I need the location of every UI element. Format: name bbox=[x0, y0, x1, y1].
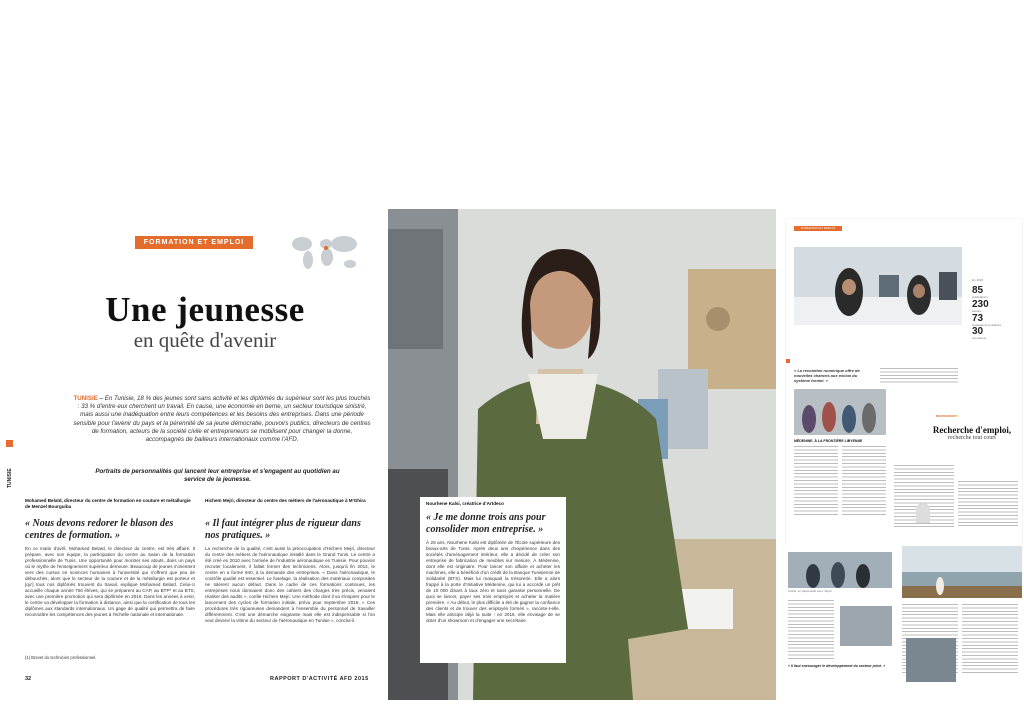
stat-item bbox=[972, 286, 1018, 300]
mini2-team-photo bbox=[788, 552, 892, 588]
mini2-text-col1 bbox=[788, 600, 834, 660]
mini-portrait-sketch bbox=[916, 503, 930, 523]
mini-quote: « La révolution numérique offre de nouvelles chances aux exclus du système formel. » bbox=[794, 368, 860, 383]
group-illustration bbox=[794, 389, 886, 435]
lede-paragraph bbox=[72, 395, 372, 444]
column1-byline: Mohamed Belaïd, directeur du centre de formation en couture et métallurgie de Menzel Bourguiba bbox=[25, 498, 191, 509]
mini-text-block bbox=[880, 368, 958, 384]
column2-quote: « Il faut intégrer plus de rigueur dans nos pratiques. » bbox=[205, 518, 361, 541]
mini2-lab-photo bbox=[840, 606, 892, 646]
quote-card bbox=[420, 497, 566, 663]
section-tag: FORMATION ET EMPLOI bbox=[135, 236, 253, 249]
page-subtitle: en quête d'avenir bbox=[133, 328, 277, 352]
mini-text-col4 bbox=[958, 481, 1018, 527]
column1-quote: « Nous devons redorer le blason des centres de formation. » bbox=[25, 518, 174, 541]
column1-footnote: (1) Brevet du technicien professionnel. bbox=[25, 655, 97, 660]
mini-text-col2 bbox=[842, 446, 886, 516]
stats-label: En 2015 bbox=[972, 278, 984, 282]
mini-text-col1 bbox=[794, 446, 838, 516]
mini-photo-group bbox=[794, 389, 886, 435]
mini-article-subtitle: recherche tout court bbox=[948, 435, 996, 441]
mini-kicker: MICROCREDIT bbox=[936, 414, 958, 418]
mini2-headline: « Il faut encourager le développement du secteur privé. » bbox=[788, 664, 886, 668]
side-label bbox=[7, 450, 17, 490]
page-title: Une jeunesse bbox=[105, 290, 305, 329]
classroom-illustration bbox=[794, 247, 962, 325]
world-map-icon bbox=[290, 232, 360, 274]
stat-label: évaluations et ateliers bbox=[972, 322, 1002, 327]
card-body: À 28 ans, Nourhene Kalsi est diplômée de l'École supérieure des beaux-arts de Tunis. Après deux ans d'expérience dans des sociétés d'aménagement intérieur, elle a décidé de créer son entreprise de fabrication de meubles sur mesure. À Médenine, dont elle est originaire. Pour lancer son affaire et acheter les machines, elle a bénéficié d'un crédit de la Banque Tunisienne de Solidarité (BTS). Mais lui manquait la trésorerie. Elle a alors frappé à la porte d'Initiative Médenine, qui lui a accordé un prêt de 10 000 dinars à taux zéro et sans garantie personnelle. De quoi se lancer, payer ses trois employés et acheter la matière première. « Au début, le plus difficile a été de gagner la confiance des clients et de trouver des employés formés », raconte-t-elle. Mais elle anticipe déjà la suite : en 2016, elle envisage de se doter d'un showroom et d'engager une secrétaire. bbox=[426, 540, 560, 623]
mini2-group-photo bbox=[906, 638, 956, 682]
column1-body: En ce matin d'avril, Mohamed Belaïd, le directeur du centre, est très affairé. Il prépare, avec son équipe, la participation du centre au Salon de la formation professionnelle de Tunis. Une opportunité pour montrer ses atouts, dans un pays où le mythe de l'enseignement supérieur demeure. Beaucoup de jeunes s'orientent vers des cursus en sciences humaines à l'université qui n'offrent que peu de débouchés, alors que le secteur de la couture et de la métallurgie est porteur et [qu'] tous nos diplômés trouvent du travail, explique Mohamed Belaïd. Celui-ci accueille chaque année 750 élèves, qui se préparent au CAP, au BTP* et au BTS, avec une première promotion qui sera diplômée en 2016. Dans les années à venir, le centre va développer la formation à distance, ainsi que la certification de tous les diplômes aux standards internationaux. Un gage de qualité qui permettra de faire reconnaître les compétences des jeunes à l'échelle nationale et internationale. bbox=[25, 546, 195, 617]
team-illustration bbox=[788, 552, 892, 588]
lede-country: TUNISIE bbox=[73, 395, 98, 402]
stat-value: 73 bbox=[972, 312, 984, 324]
mini-spread-1 bbox=[786, 219, 1022, 546]
stat-item bbox=[972, 300, 1018, 314]
classroom-photo bbox=[794, 247, 962, 325]
side-marker bbox=[6, 440, 13, 447]
stats-list bbox=[972, 286, 1018, 341]
page-number: 32 bbox=[25, 676, 32, 682]
card-byline: Nourhene Kalsi, créatrice d'Artdeco bbox=[426, 501, 504, 506]
mini2-beach-photo bbox=[902, 546, 1022, 598]
side-label-text: TUNISIE bbox=[7, 468, 13, 488]
stat-item bbox=[972, 327, 1018, 341]
stat-label: publications bbox=[972, 295, 988, 299]
mini-spread-2 bbox=[786, 546, 1022, 690]
page-footer: RAPPORT D'ACTIVITÉ AFD 2015 bbox=[270, 676, 369, 682]
stat-value: 85 bbox=[972, 285, 984, 296]
stat-value: 230 bbox=[972, 298, 989, 310]
stat-value: 30 bbox=[972, 326, 984, 338]
mini2-caption: CAFE, en partenariat avec Taysir bbox=[788, 589, 832, 593]
mini-side-marker bbox=[786, 359, 790, 363]
lede-text: – En Tunisie, 18 % des jeunes sont sans activité et les diplômés du supérieur sont les plus touchés : 33 % d'entre eux cherchent un travail. En cause, une économie en berne, un secteur touristique sinistré, mais aussi une inadéquation entre leurs compétences et les besoins des entreprises. Dans une période sensible pour l'avenir du pays et la pérennité de sa jeune démocratie, pouvoirs publics, directeurs de centres de formation, acteurs de la société civile et entrepreneurs se mobilisent pour changer la donne, accompagnés de bailleurs internationaux comme l'AFD. bbox=[73, 395, 371, 444]
mini-small-headline: MÉDENINE, À LA FRONTIÈRE LIBYENNE bbox=[794, 439, 863, 443]
portraits-intro: Portraits de personnalités qui lancent leur entreprise et s'engagent au quotidien au service de la jeunesse. bbox=[95, 468, 340, 484]
mini-tag: FORMATION ET EMPLOI bbox=[794, 226, 842, 231]
mini2-text-col3 bbox=[962, 604, 1018, 674]
stat-label: formations bbox=[972, 336, 987, 341]
column2-body: La recherche de la qualité, c'est aussi la préoccupation d'Hichem Mejri, directeur du centre des métiers de l'aéronautique installé dans le Grand Tunis. Le centre a été créé en 2010 avec l'arrivée de l'industrie aéronautique en Tunisie. Pour pouvoir recruter localement, il fallait former des techniciens. Alors, jusqu'à fin 2014, le centre en a formé 940, à la demande des entreprises. « Dans l'aéronautique, le contrôle qualité est essentiel. Le fuselage, la réalisation des matériaux composites ne tolèrent aucun défaut. Dans le cadre de ces formations continues, les entreprises nous donnaient donc des cahiers des charges très précis, venaient réaliser des audits », confie Hichem Mejri. Une méthode dont il va s'inspirer pour le lancement des cycles de formation initiale, prévu pour septembre 2016. « Ces procédures très rigoureuses demandent à l'ensemble du personnel de travailler différemment. C'est une démarche exigeante mais elle est indispensable si l'on veut devenir la vitrine du secteur de l'aéronautique en Tunisie », conclut-il. bbox=[205, 546, 375, 623]
card-quote: « Je me donne trois ans pour consolider mon entreprise. » bbox=[426, 512, 546, 535]
beach-illustration bbox=[902, 546, 1022, 598]
mini-article-title: Recherche d'emploi, bbox=[932, 425, 1012, 435]
column2-byline: Hichem Mejri, directeur du centre des métiers de l'aéronautique à M'Ghira bbox=[205, 498, 366, 503]
stat-item bbox=[972, 314, 1018, 328]
stat-label: études bbox=[972, 308, 982, 313]
